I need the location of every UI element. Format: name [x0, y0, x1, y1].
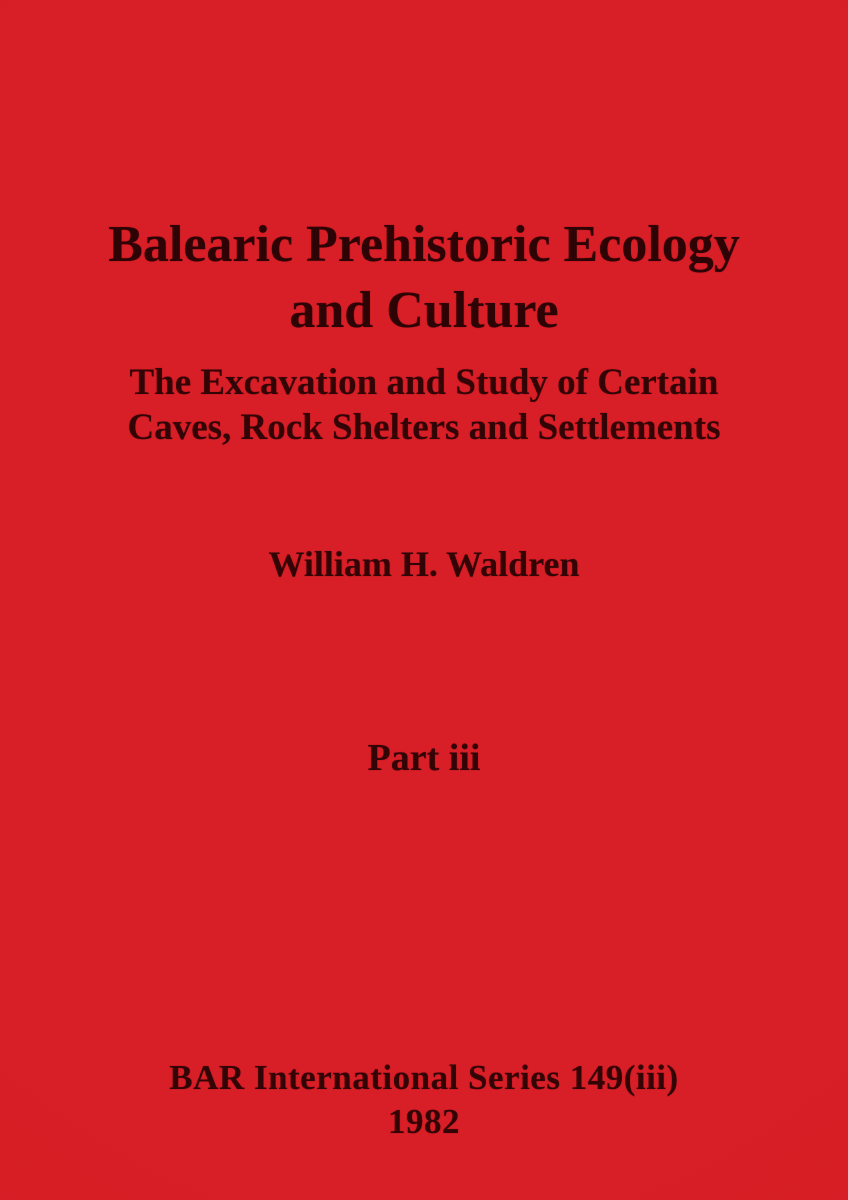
book-title-line2: and Culture: [289, 282, 559, 339]
series-title: BAR International Series 149(iii): [169, 1058, 679, 1097]
book-subtitle: [0, 360, 848, 450]
part-label: Part iii: [367, 737, 481, 779]
publication-year: 1982: [388, 1102, 460, 1141]
book-subtitle-line1: The Excavation and Study of Certain: [129, 362, 719, 403]
book-subtitle-line2: Caves, Rock Shelters and Settlements: [127, 407, 721, 448]
author-name: William H. Waldren: [268, 544, 580, 584]
series-footer: [0, 1056, 848, 1144]
book-title: [0, 212, 848, 344]
book-title-line1: Balearic Prehistoric Ecology: [108, 216, 740, 273]
